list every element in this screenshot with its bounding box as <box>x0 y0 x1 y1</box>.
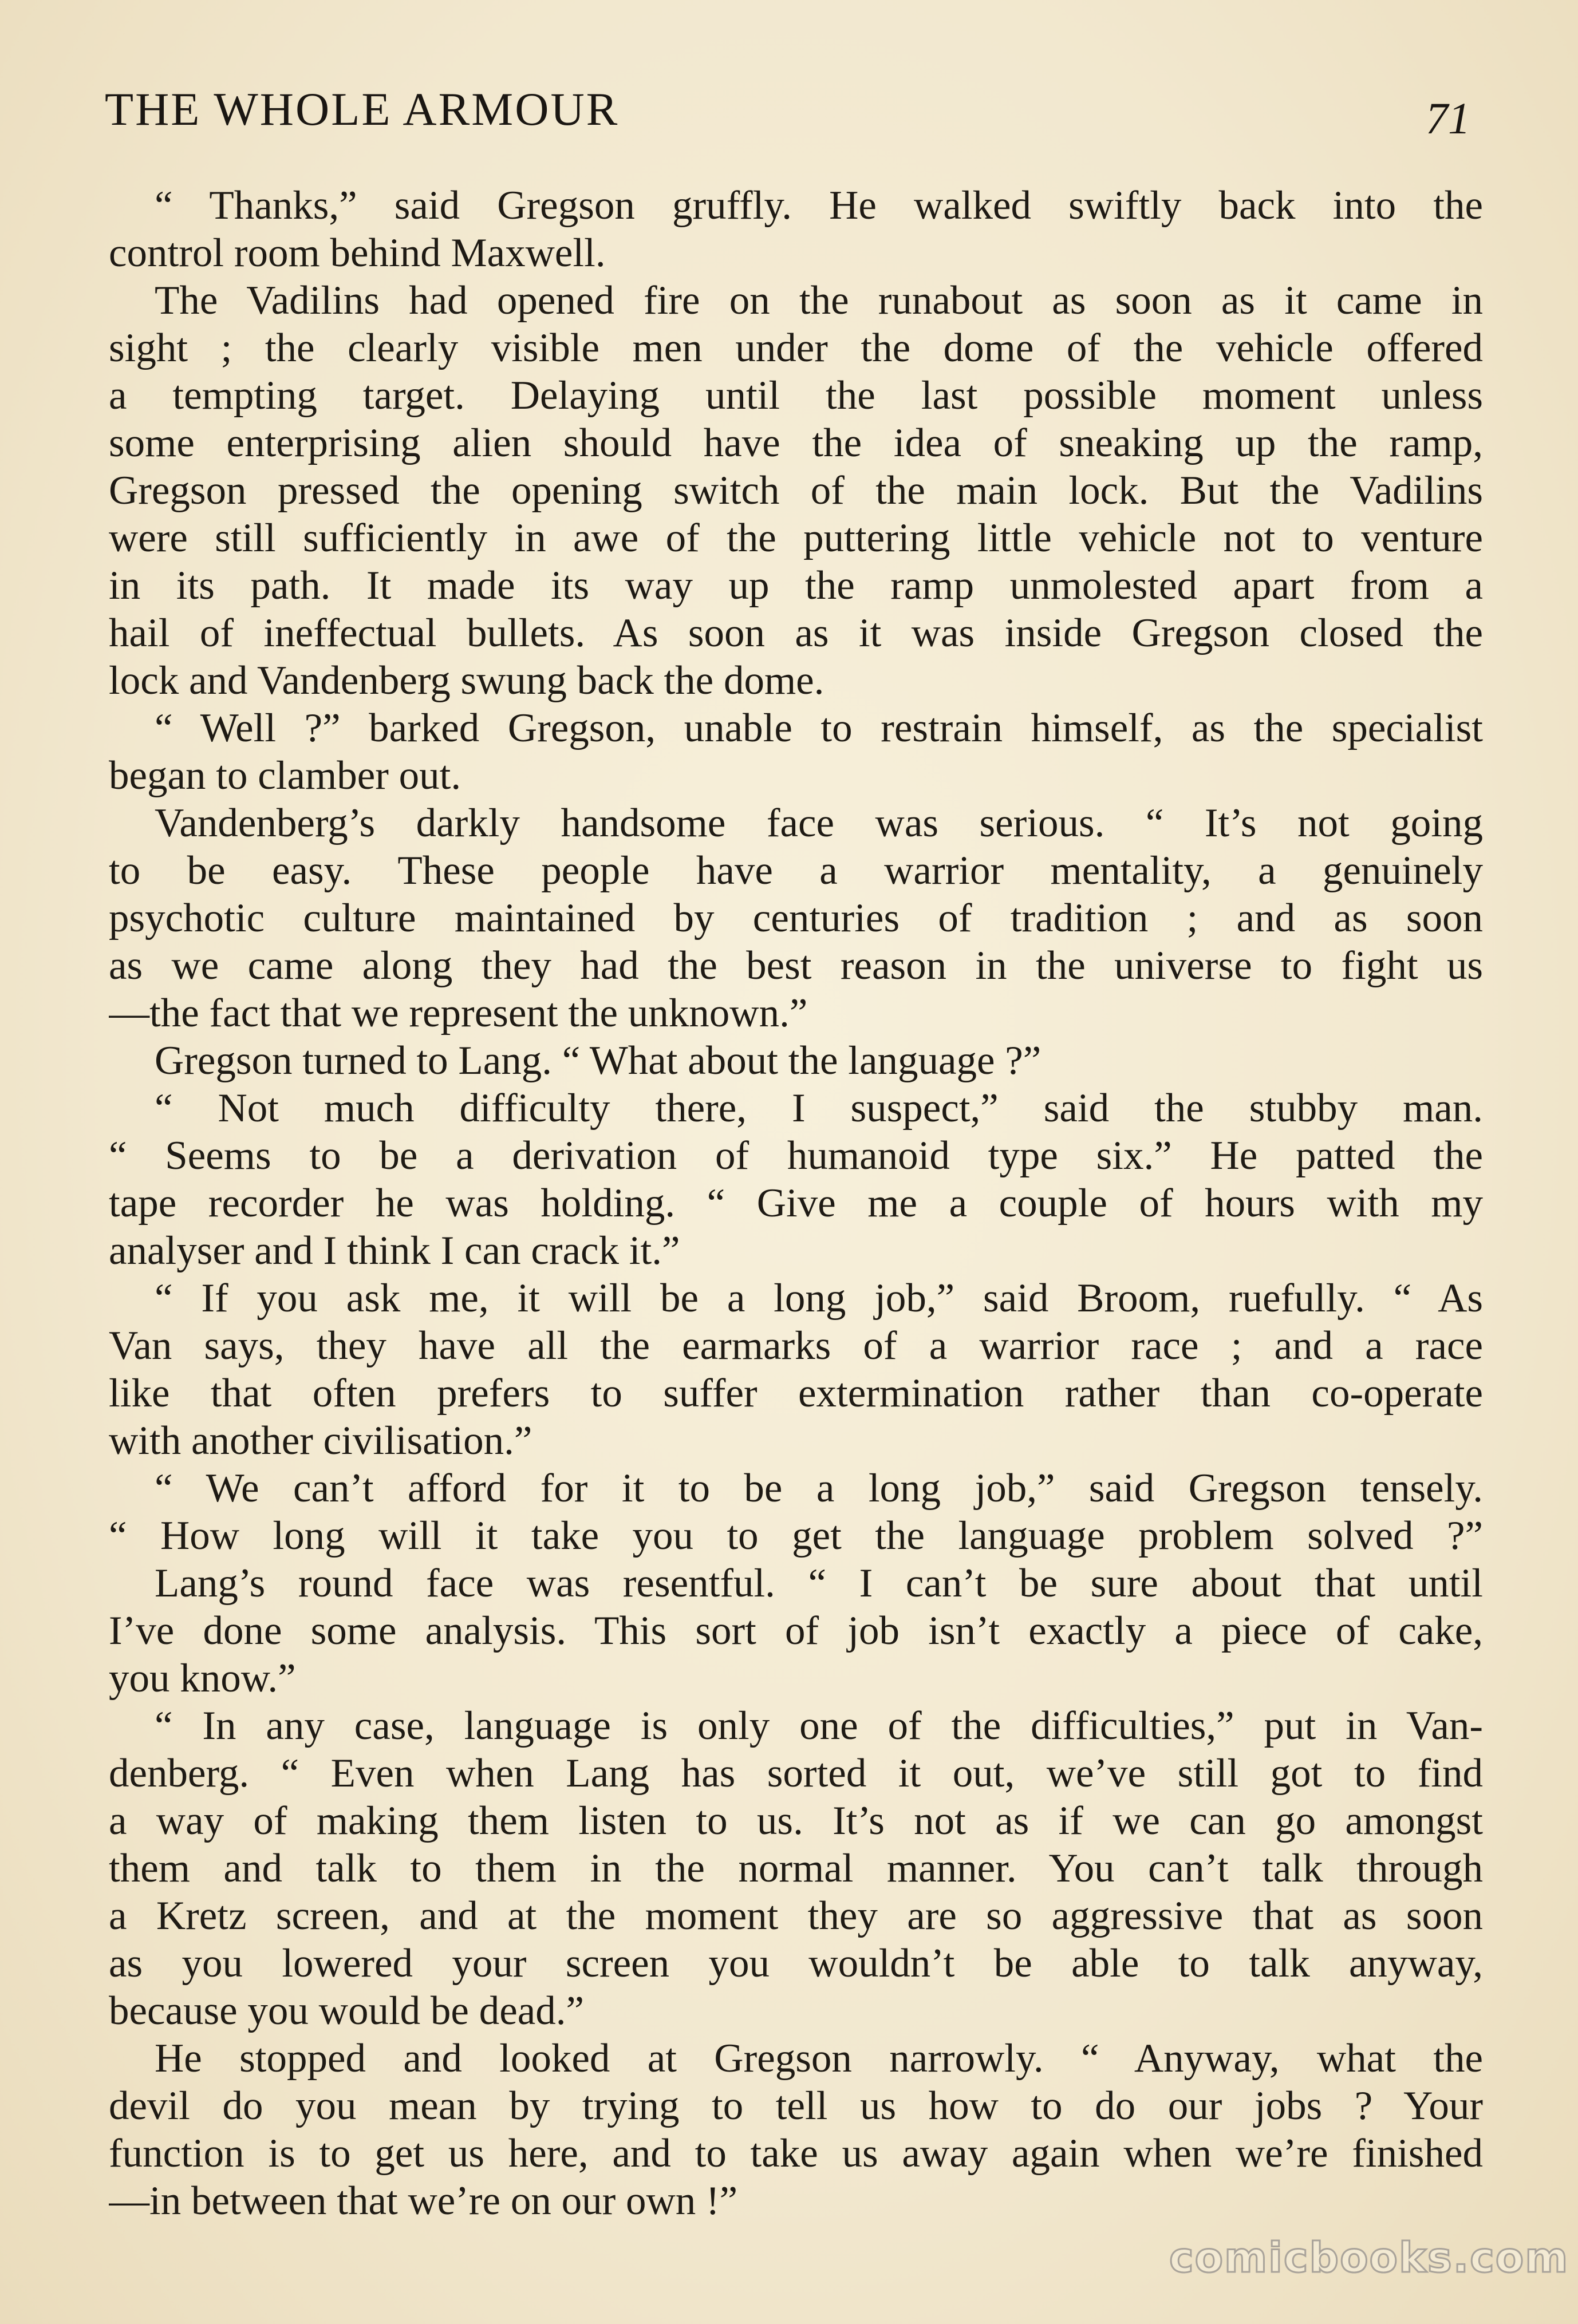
text-line: because you would be dead.” <box>109 1989 584 2033</box>
text-line: as you lowered your screen you wouldn’t be able to talk anyway, <box>109 1941 1483 1986</box>
text-line: analyser and I think I can crack it.” <box>109 1228 680 1273</box>
text-line: hail of ineffectual bullets. As soon as it was inside Gregson closed the <box>109 611 1483 655</box>
text-line: The Vadilins had opened fire on the runabout as soon as it came in <box>155 278 1483 323</box>
text-line: Van says, they have all the earmarks of a warrior race ; and a race <box>109 1323 1483 1368</box>
text-line: control room behind Maxwell. <box>109 231 606 275</box>
text-line: “ How long will it take you to get the language problem solved ?” <box>109 1513 1483 1558</box>
text-line: Gregson pressed the opening switch of the main lock. But the Vadilins <box>109 468 1483 513</box>
text-line: them and talk to them in the normal manner. You can’t talk through <box>109 1846 1483 1891</box>
page-number: 71 <box>1426 93 1470 143</box>
text-line: “ In any case, language is only one of the difficulties,” put in Van- <box>155 1704 1483 1748</box>
text-line: I’ve done some analysis. This sort of job isn’t exactly a piece of cake, <box>109 1608 1483 1653</box>
text-line: a way of making them listen to us. It’s not as if we can go amongst <box>109 1799 1483 1843</box>
text-line: “ Seems to be a derivation of humanoid type six.” He patted the <box>109 1133 1483 1178</box>
text-line: with another civilisation.” <box>109 1418 532 1463</box>
text-line: tape recorder he was holding. “ Give me a couple of hours with my <box>109 1181 1483 1226</box>
text-line: function is to get us here, and to take us away again when we’re finished <box>109 2131 1483 2176</box>
text-line: as we came along they had the best reason in the universe to fight us <box>109 943 1483 988</box>
text-line: devil do you mean by trying to tell us how to do our jobs ? Your <box>109 2084 1483 2128</box>
text-line: “ Thanks,” said Gregson gruffly. He walked swiftly back into the <box>155 183 1483 228</box>
text-line: a Kretz screen, and at the moment they are so aggressive that as soon <box>109 1894 1483 1938</box>
text-line: like that often prefers to suffer extermination rather than co-operate <box>109 1371 1483 1416</box>
text-line: in its path. It made its way up the ramp unmolested apart from a <box>109 563 1483 608</box>
body-text <box>109 182 1483 2225</box>
text-line: —in between that we’re on our own !” <box>109 2179 738 2223</box>
watermark-logo: comicbooks.com <box>1169 2234 1569 2282</box>
text-line: —the fact that we represent the unknown.” <box>109 991 808 1035</box>
text-line: psychotic culture maintained by centuries of tradition ; and as soon <box>109 896 1483 940</box>
text-line: Vandenberg’s darkly handsome face was serious. “ It’s not going <box>155 801 1483 845</box>
text-line: “ Not much difficulty there, I suspect,” said the stubby man. <box>155 1086 1483 1131</box>
text-line: were still sufficiently in awe of the puttering little vehicle not to venture <box>109 516 1483 560</box>
text-line: began to clamber out. <box>109 753 461 798</box>
text-line: “ Well ?” barked Gregson, unable to restrain himself, as the specialist <box>155 706 1483 750</box>
text-line: you know.” <box>109 1656 296 1701</box>
running-title: THE WHOLE ARMOUR <box>105 83 620 135</box>
text-line: denberg. “ Even when Lang has sorted it out, we’ve still got to find <box>109 1751 1483 1796</box>
text-line: a tempting target. Delaying until the last possible moment unless <box>109 373 1483 418</box>
text-line: “ We can’t afford for it to be a long job,” said Gregson tensely. <box>155 1466 1483 1511</box>
text-line: Lang’s round face was resentful. “ I can’t be sure about that until <box>155 1561 1483 1606</box>
text-line: Gregson turned to Lang. “ What about the language ?” <box>155 1038 1042 1083</box>
text-line: lock and Vandenberg swung back the dome. <box>109 658 824 703</box>
text-line: to be easy. These people have a warrior mentality, a genuinely <box>109 848 1483 893</box>
text-line: some enterprising alien should have the idea of sneaking up the ramp, <box>109 421 1483 465</box>
text-line: “ If you ask me, it will be a long job,” said Broom, ruefully. “ As <box>155 1276 1483 1321</box>
text-line: sight ; the clearly visible men under the dome of the vehicle offered <box>109 326 1483 370</box>
text-line: He stopped and looked at Gregson narrowly. “ Anyway, what the <box>155 2036 1483 2081</box>
